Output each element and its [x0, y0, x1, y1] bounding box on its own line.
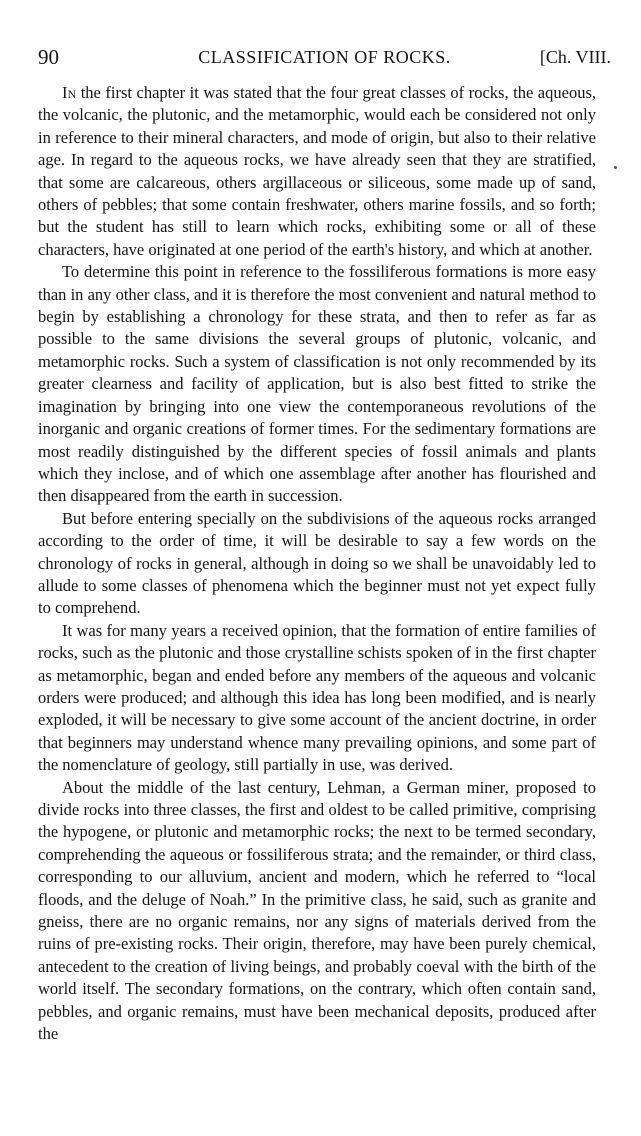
paragraph-lead: In	[62, 83, 77, 102]
paragraph	[38, 777, 596, 1046]
paragraph	[38, 82, 596, 261]
paragraph-text: But before entering specially on the subdivisions of the aqueous rocks arranged according to the order of time, it will be desirable to say a few words on the chronology of rocks in general, although in doing so we shall be unavoidably led to allude to some classes of phenomena which the beginner must not yet expect fully to comprehend.	[38, 508, 596, 618]
paragraph	[38, 508, 596, 620]
paragraph-text: It was for many years a received opinion, that the formation of entire families of rocks, such as the plutonic and those crystalline schists spoken of in the first chapter as metamorphic, began and ended before any members of the aqueous and volcanic orders were produced; and although this idea has long been modified, and is nearly exploded, it will be necessary to give some account of the ancient doctrine, in order that beginners may understand whence many prevailing opinions, and some part of the nomenclature of geology, still partially in use, was derived.	[38, 620, 596, 775]
paragraph-text: the first chapter it was stated that the four great classes of rocks, the aqueous, the volcanic, the plutonic, and the metamorphic, would each be considered not only in reference to their mineral characters, and mode of origin, but also to their relative age. In regard to the aqueous rocks, we have already seen that they are stratified, that some are calcareous, others argillaceous or siliceous, some made up of sand, others of pebbles; that some contain freshwater, others marine fossils, and so forth; but the student has still to learn which rocks, exhibiting some or all of these characters, have originated at one period of the earth's history, and which at another.	[38, 83, 596, 259]
paragraph	[38, 620, 596, 777]
paragraph	[38, 261, 596, 507]
paragraph-text: To determine this point in reference to the fossiliferous formations is more easy than in any other class, and it is therefore the most convenient and natural method to begin by establishing a chronology for these strata, and then to refer as far as possible to the same divisions the several groups of plutonic, volcanic, and metamorphic rocks. Such a system of classification is not only recommended by its greater clearness and facility of application, but is also best fitted to strike the imagination by bringing into one view the contemporaneous revolutions of the inorganic and organic creations of former times. For the sedimentary formations are most readily distinguished by the different species of fossil animals and plants which they inclose, and of which one assemblage after another has flourished and then disappeared from the earth in succession.	[38, 262, 596, 506]
page-body	[38, 82, 596, 1045]
margin-dot	[614, 166, 617, 169]
page-number: 90	[38, 45, 59, 69]
chapter-label: [Ch. VIII.	[539, 47, 611, 67]
page-header	[38, 44, 611, 70]
running-title: CLASSIFICATION OF ROCKS.	[198, 47, 451, 67]
paragraph-text: About the middle of the last century, Lehman, a German miner, proposed to divide rocks into three classes, the first and oldest to be called primitive, comprising the hypogene, or plutonic and metamorphic rocks; the next to be termed secondary, comprehending the aqueous or fossiliferous strata; and the remainder, or third class, corresponding to our alluvium, ancient and modern, which he referred to “local floods, and the deluge of Noah.” In the primitive class, he said, such as granite and gneiss, there are no organic remains, nor any signs of materials derived from the ruins of pre-existing rocks. Their origin, therefore, may have been purely chemical, antecedent to the creation of living beings, and probably coeval with the birth of the world itself. The secondary formations, on the contrary, which often contain sand, pebbles, and organic remains, must have been mechanical deposits, produced after the	[38, 777, 596, 1044]
